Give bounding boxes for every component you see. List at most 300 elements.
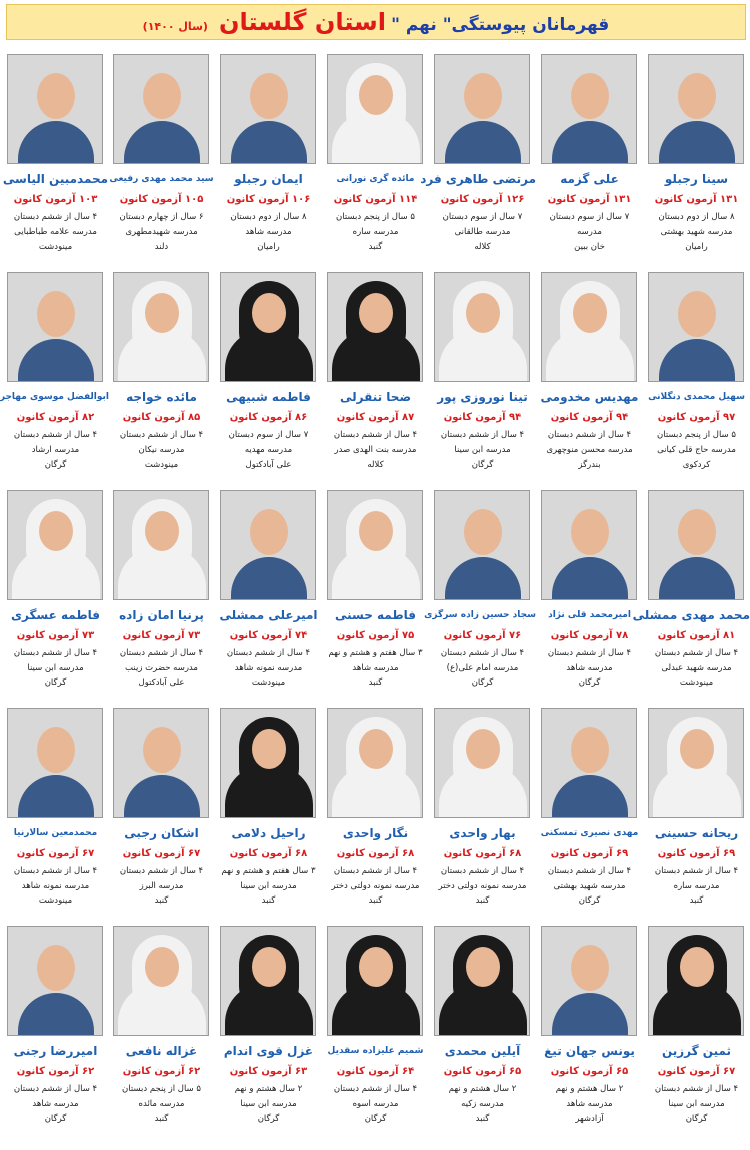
student-years: ۵ سال از پنجم دبستان xyxy=(122,1084,201,1094)
student-photo xyxy=(541,926,637,1036)
student-school: مدرسه نمونه شاهد xyxy=(234,663,303,673)
student-name: غزاله نافعی xyxy=(125,1044,198,1058)
student-score: ۶۵ آزمون کانون xyxy=(443,1066,522,1077)
student-card xyxy=(322,54,429,260)
student-name: یونس جهان تیغ xyxy=(544,1044,635,1058)
student-photo xyxy=(434,272,530,382)
student-score: ۷۸ آزمون کانون xyxy=(550,630,629,641)
student-card xyxy=(536,926,643,1132)
face-shape xyxy=(359,293,393,333)
student-years: ۴ سال از ششم دبستان xyxy=(547,648,632,658)
student-photo xyxy=(113,708,209,818)
student-city: گرگان xyxy=(578,896,601,906)
body-shape xyxy=(231,557,307,600)
face-shape xyxy=(571,73,609,119)
student-years: ۷ سال از سوم دبستان xyxy=(442,212,523,222)
body-shape xyxy=(118,547,206,600)
student-card xyxy=(108,272,215,478)
body-shape xyxy=(552,121,628,164)
student-photo xyxy=(648,926,744,1036)
student-city: رامیان xyxy=(257,242,280,252)
student-school: مدرسه علامه طباطبایی xyxy=(14,227,97,237)
student-school: مدرسه حضرت زینب xyxy=(125,663,198,673)
student-name: راحیل دلامی xyxy=(231,826,306,840)
body-shape xyxy=(546,329,634,382)
student-score: ۱۳۱ آزمون کانون xyxy=(654,194,739,205)
body-shape xyxy=(659,557,735,600)
student-name: علی گزمه xyxy=(560,172,619,186)
face-shape xyxy=(678,291,716,337)
body-shape xyxy=(225,983,313,1036)
student-city: بندرگز xyxy=(578,460,601,470)
student-card xyxy=(108,708,215,914)
student-score: ۷۴ آزمون کانون xyxy=(229,630,308,641)
student-school: مدرسه ابن سینا xyxy=(454,445,511,455)
student-years: ۲ سال هشتم و نهم xyxy=(448,1084,517,1094)
body-shape xyxy=(439,983,527,1036)
student-name: آیلین محمدی xyxy=(444,1044,521,1058)
student-years: ۲ سال هشتم و نهم xyxy=(555,1084,624,1094)
student-name: سهیل محمدی دنگلانی xyxy=(648,392,745,402)
student-card xyxy=(424,490,536,696)
student-score: ۶۸ آزمون کانون xyxy=(443,848,522,859)
student-school: مدرسه ابن سینا xyxy=(240,881,297,891)
student-card xyxy=(429,272,536,478)
student-score: ۹۷ آزمون کانون xyxy=(657,412,736,423)
face-shape xyxy=(359,947,393,987)
student-years: ۴ سال از ششم دبستان xyxy=(13,648,98,658)
student-city: گرگان xyxy=(44,1114,67,1124)
student-photo xyxy=(648,272,744,382)
student-card xyxy=(108,54,215,260)
student-photo xyxy=(648,490,744,600)
student-city: گرگان xyxy=(471,460,494,470)
student-school: مدرسه حاج قلی کیانی xyxy=(657,445,736,455)
student-photo xyxy=(434,708,530,818)
student-card xyxy=(322,272,429,478)
student-years: ۷ سال از سوم دبستان xyxy=(228,430,309,440)
student-name: غزل قوی اندام xyxy=(223,1044,314,1058)
face-shape xyxy=(571,509,609,555)
student-card xyxy=(215,54,322,260)
face-shape xyxy=(252,947,286,987)
face-shape xyxy=(573,293,607,333)
student-name: محمد مهدی ممشلی xyxy=(632,608,750,622)
student-name: امیررضا رجنی xyxy=(13,1044,98,1058)
student-school: مدرسه ساره xyxy=(673,881,720,891)
student-years: ۸ سال از دوم دبستان xyxy=(230,212,307,222)
student-name: مائده خواجه xyxy=(126,390,197,404)
body-shape xyxy=(18,339,94,382)
student-score: ۸۷ آزمون کانون xyxy=(336,412,415,423)
student-years: ۴ سال از ششم دبستان xyxy=(13,1084,98,1094)
student-score: ۸۲ آزمون کانون xyxy=(16,412,95,423)
student-years: ۳ سال هفتم و هشتم و نهم xyxy=(328,648,423,658)
student-name: پرنیا امان زاده xyxy=(119,608,204,622)
student-card xyxy=(632,490,750,696)
face-shape xyxy=(143,727,181,773)
face-shape xyxy=(464,73,502,119)
student-score: ۱۲۶ آزمون کانون xyxy=(440,194,525,205)
student-name: فاطمه حسنی xyxy=(334,608,417,622)
body-shape xyxy=(653,765,741,818)
student-city: گنبد xyxy=(368,896,383,906)
student-score: ۱۱۴ آزمون کانون xyxy=(333,194,418,205)
student-city: گرگان xyxy=(44,678,67,688)
student-card xyxy=(2,272,109,478)
student-school: مدرسه شاهد xyxy=(566,663,613,673)
student-score: ۶۳ آزمون کانون xyxy=(229,1066,308,1077)
student-city: گنبد xyxy=(154,896,169,906)
student-years: ۶ سال از چهارم دبستان xyxy=(119,212,204,222)
student-city: مینودشت xyxy=(144,460,179,470)
student-card xyxy=(215,490,322,696)
student-photo xyxy=(220,272,316,382)
student-score: ۷۶ آزمون کانون xyxy=(443,630,522,641)
student-name: تینا نوروزی پور xyxy=(437,390,528,404)
student-city: گرگان xyxy=(685,1114,708,1124)
student-card xyxy=(420,54,536,260)
face-shape xyxy=(252,293,286,333)
student-name: ابوالفضل موسوی مهاجر xyxy=(0,392,109,402)
face-shape xyxy=(571,945,609,991)
student-photo xyxy=(541,272,637,382)
student-photo xyxy=(541,54,637,164)
student-photo xyxy=(434,54,530,164)
student-name: فاطمه شبیهی xyxy=(226,390,311,404)
student-card xyxy=(643,272,750,478)
student-photo xyxy=(220,926,316,1036)
student-score: ۹۴ آزمون کانون xyxy=(443,412,522,423)
student-school: مدرسه ابن سینا xyxy=(27,663,84,673)
student-score: ۹۴ آزمون کانون xyxy=(550,412,629,423)
student-photo xyxy=(541,708,637,818)
student-school: مدرسه شاهد xyxy=(245,227,292,237)
student-photo xyxy=(220,54,316,164)
face-shape xyxy=(250,73,288,119)
body-shape xyxy=(659,339,735,382)
student-name: امیرمحمد قلی نژاد xyxy=(548,610,631,620)
student-school: مدرسه امام علی(ع) xyxy=(446,663,519,673)
header-province: استان گلستان xyxy=(219,8,386,36)
face-shape xyxy=(359,75,393,115)
student-years: ۴ سال از ششم دبستان xyxy=(119,430,204,440)
student-photo xyxy=(541,490,637,600)
face-shape xyxy=(145,947,179,987)
student-photo xyxy=(327,272,423,382)
student-city: گنبد xyxy=(154,1114,169,1124)
student-city: گرگان xyxy=(578,678,601,688)
student-years: ۵ سال از پنجم دبستان xyxy=(657,430,736,440)
face-shape xyxy=(37,727,75,773)
student-city: گرگان xyxy=(364,1114,387,1124)
student-photo xyxy=(434,490,530,600)
student-card xyxy=(536,272,643,478)
student-school: مدرسه اسوه xyxy=(352,1099,399,1109)
student-photo xyxy=(327,54,423,164)
student-school: مدرسه ساره xyxy=(352,227,399,237)
face-shape xyxy=(37,945,75,991)
body-shape xyxy=(12,547,100,600)
student-city: گرگان xyxy=(44,460,67,470)
student-years: ۴ سال از ششم دبستان xyxy=(13,212,98,222)
student-score: ۶۸ آزمون کانون xyxy=(229,848,308,859)
student-card xyxy=(108,926,215,1132)
student-years: ۴ سال از ششم دبستان xyxy=(333,866,418,876)
student-photo xyxy=(7,926,103,1036)
student-school: مدرسه شهیدمطهری xyxy=(125,227,198,237)
student-photo xyxy=(327,490,423,600)
student-name: بهار واحدی xyxy=(449,826,516,840)
student-school: مدرسه ابن سینا xyxy=(240,1099,297,1109)
face-shape xyxy=(39,511,73,551)
student-years: ۴ سال از ششم دبستان xyxy=(333,430,418,440)
student-score: ۶۲ آزمون کانون xyxy=(16,1066,95,1077)
student-score: ۱۰۵ آزمون کانون xyxy=(119,194,204,205)
student-score: ۷۵ آزمون کانون xyxy=(336,630,415,641)
student-card xyxy=(2,490,109,696)
header-title: قهرمانان پیوستگی" نهم " xyxy=(391,15,610,35)
student-card xyxy=(2,54,109,260)
student-city: مینودشت xyxy=(679,678,714,688)
body-shape xyxy=(231,121,307,164)
face-shape xyxy=(571,727,609,773)
student-card xyxy=(536,54,643,260)
student-city: کلاله xyxy=(367,460,384,470)
student-school: مدرسه ارشاد xyxy=(31,445,80,455)
student-photo xyxy=(113,490,209,600)
face-shape xyxy=(37,291,75,337)
student-score: ۶۸ آزمون کانون xyxy=(336,848,415,859)
student-school: مدرسه شهید بهشتی xyxy=(660,227,733,237)
body-shape xyxy=(332,329,420,382)
student-years: ۴ سال از ششم دبستان xyxy=(226,648,311,658)
student-name: مهدی نصیری تمسکنی xyxy=(540,828,639,838)
student-city: گنبد xyxy=(475,896,490,906)
student-name: مهدیس مخدومی xyxy=(540,390,639,404)
body-shape xyxy=(439,765,527,818)
student-name: محمدمبین الیاسی xyxy=(2,172,109,186)
student-photo xyxy=(7,272,103,382)
student-school: مدرسه نمونه دولتی دختر xyxy=(331,881,420,891)
body-shape xyxy=(332,111,420,164)
student-photo xyxy=(113,54,209,164)
body-shape xyxy=(225,329,313,382)
student-photo xyxy=(434,926,530,1036)
student-city: مینودشت xyxy=(38,242,73,252)
student-score: ۶۵ آزمون کانون xyxy=(550,1066,629,1077)
student-card xyxy=(536,490,643,696)
student-card xyxy=(322,926,429,1132)
student-name: ثمین گرزین xyxy=(661,1044,732,1058)
student-name: سینا رجبلو xyxy=(664,172,729,186)
student-years: ۲ سال هشتم و نهم xyxy=(234,1084,303,1094)
student-city: رامیان xyxy=(685,242,708,252)
body-shape xyxy=(445,121,521,164)
student-city: علی آبادکتول xyxy=(138,678,185,688)
student-years: ۴ سال از ششم دبستان xyxy=(440,430,525,440)
student-years: ۴ سال از ششم دبستان xyxy=(654,648,739,658)
student-card xyxy=(643,54,750,260)
student-card xyxy=(215,272,322,478)
student-school: مدرسه نمونه دولتی دختر xyxy=(438,881,527,891)
student-name: مرتضی طاهری فرد xyxy=(420,172,536,186)
student-name: سید محمد مهدی رفیعی xyxy=(109,174,214,184)
student-years: ۴ سال از ششم دبستان xyxy=(13,430,98,440)
face-shape xyxy=(359,511,393,551)
student-photo xyxy=(220,708,316,818)
face-shape xyxy=(252,729,286,769)
student-years: ۴ سال از ششم دبستان xyxy=(654,866,739,876)
face-shape xyxy=(145,293,179,333)
student-name: ایمان رجبلو xyxy=(234,172,303,186)
student-score: ۶۷ آزمون کانون xyxy=(122,848,201,859)
face-shape xyxy=(37,73,75,119)
student-city: مینودشت xyxy=(251,678,286,688)
student-years: ۴ سال از ششم دبستان xyxy=(654,1084,739,1094)
student-school: مدرسه شاهد xyxy=(32,1099,79,1109)
student-name: محمدمعین سالارنیا xyxy=(13,828,98,838)
student-school: مدرسه شاهد xyxy=(352,663,399,673)
face-shape xyxy=(145,511,179,551)
student-card xyxy=(429,708,536,914)
student-years: ۴ سال از ششم دبستان xyxy=(13,866,98,876)
student-school: مدرسه البرز xyxy=(139,881,184,891)
student-photo xyxy=(7,708,103,818)
face-shape xyxy=(143,73,181,119)
body-shape xyxy=(552,775,628,818)
student-city: کردکوی xyxy=(682,460,711,470)
student-years: ۴ سال از ششم دبستان xyxy=(119,648,204,658)
student-score: ۶۹ آزمون کانون xyxy=(550,848,629,859)
face-shape xyxy=(678,73,716,119)
student-school: مدرسه مهدیه xyxy=(244,445,293,455)
body-shape xyxy=(124,775,200,818)
student-score: ۶۷ آزمون کانون xyxy=(657,1066,736,1077)
student-school: مدرسه ابن سینا xyxy=(668,1099,725,1109)
student-name: نگار واحدی xyxy=(342,826,409,840)
student-score: ۸۱ آزمون کانون xyxy=(657,630,736,641)
student-name: ضحا تنقرلی xyxy=(339,390,412,404)
student-school: مدرسه نیکان xyxy=(138,445,185,455)
student-years: ۳ سال هفتم و هشتم و نهم xyxy=(221,866,316,876)
body-shape xyxy=(18,993,94,1036)
student-photo xyxy=(7,54,103,164)
body-shape xyxy=(659,121,735,164)
face-shape xyxy=(466,293,500,333)
face-shape xyxy=(678,509,716,555)
student-name: سجاد حسین زاده سرگزی xyxy=(424,610,536,620)
student-city: آزادشهر xyxy=(575,1114,604,1124)
student-card xyxy=(322,490,429,696)
student-city: علی آبادکتول xyxy=(245,460,292,470)
student-name: ریحانه حسینی xyxy=(654,826,739,840)
body-shape xyxy=(332,547,420,600)
student-years: ۴ سال از ششم دبستان xyxy=(547,430,632,440)
student-card xyxy=(215,926,322,1132)
student-score: ۶۴ آزمون کانون xyxy=(336,1066,415,1077)
body-shape xyxy=(18,775,94,818)
face-shape xyxy=(680,729,714,769)
student-years: ۵ سال از پنجم دبستان xyxy=(336,212,415,222)
body-shape xyxy=(332,765,420,818)
student-city: گرگان xyxy=(257,1114,280,1124)
body-shape xyxy=(552,993,628,1036)
student-city: گرگان xyxy=(471,678,494,688)
body-shape xyxy=(439,329,527,382)
student-school: مدرسه محسن منوچهری xyxy=(546,445,633,455)
student-card xyxy=(643,926,750,1132)
student-card xyxy=(322,708,429,914)
student-card xyxy=(2,926,109,1132)
student-photo xyxy=(327,926,423,1036)
student-name: فاطمه عسگری xyxy=(10,608,100,622)
student-photo xyxy=(7,490,103,600)
student-photo xyxy=(327,708,423,818)
student-years: ۴ سال از ششم دبستان xyxy=(333,1084,418,1094)
student-card xyxy=(429,926,536,1132)
student-years: ۷ سال از سوم دبستان xyxy=(549,212,630,222)
student-score: ۷۳ آزمون کانون xyxy=(16,630,95,641)
body-shape xyxy=(445,557,521,600)
body-shape xyxy=(18,121,94,164)
student-name: شمیم علیزاده سقدیل xyxy=(327,1046,424,1056)
student-photo xyxy=(113,926,209,1036)
student-score: ۱۰۳ آزمون کانون xyxy=(13,194,98,205)
student-school: مدرسه بنت الهدی صدر xyxy=(334,445,417,455)
student-card xyxy=(215,708,322,914)
student-score: ۶۲ آزمون کانون xyxy=(122,1066,201,1077)
student-school: مدرسه طالقانی xyxy=(454,227,511,237)
student-score: ۶۷ آزمون کانون xyxy=(16,848,95,859)
student-name: مائده گری نورانی xyxy=(336,174,415,184)
student-name: اشکان رجبی xyxy=(124,826,199,840)
body-shape xyxy=(124,121,200,164)
student-score: ۱۳۱ آزمون کانون xyxy=(547,194,632,205)
body-shape xyxy=(118,329,206,382)
face-shape xyxy=(250,509,288,555)
student-city: مینودشت xyxy=(38,896,73,906)
face-shape xyxy=(466,729,500,769)
student-city: گنبد xyxy=(368,678,383,688)
student-school: مدرسه زکیه xyxy=(461,1099,504,1109)
body-shape xyxy=(118,983,206,1036)
student-photo xyxy=(113,272,209,382)
student-years: ۴ سال از ششم دبستان xyxy=(440,648,525,658)
student-score: ۶۹ آزمون کانون xyxy=(657,848,736,859)
student-years: ۴ سال از ششم دبستان xyxy=(119,866,204,876)
body-shape xyxy=(332,983,420,1036)
student-city: گنبد xyxy=(368,242,383,252)
face-shape xyxy=(359,729,393,769)
student-name: امیرعلی ممشلی xyxy=(219,608,318,622)
student-card xyxy=(108,490,215,696)
student-years: ۴ سال از ششم دبستان xyxy=(547,866,632,876)
student-score: ۱۰۶ آزمون کانون xyxy=(226,194,311,205)
student-card xyxy=(643,708,750,914)
student-school: مدرسه مائده xyxy=(138,1099,185,1109)
student-years: ۸ سال از دوم دبستان xyxy=(658,212,735,222)
student-city: گنبد xyxy=(261,896,276,906)
student-city: گنبد xyxy=(475,1114,490,1124)
student-city: کلاله xyxy=(474,242,491,252)
student-school: مدرسه شهید بهشتی xyxy=(553,881,626,891)
student-photo xyxy=(648,54,744,164)
face-shape xyxy=(466,947,500,987)
student-score: ۸۵ آزمون کانون xyxy=(122,412,201,423)
student-school: مدرسه نمونه شاهد xyxy=(21,881,90,891)
face-shape xyxy=(680,947,714,987)
